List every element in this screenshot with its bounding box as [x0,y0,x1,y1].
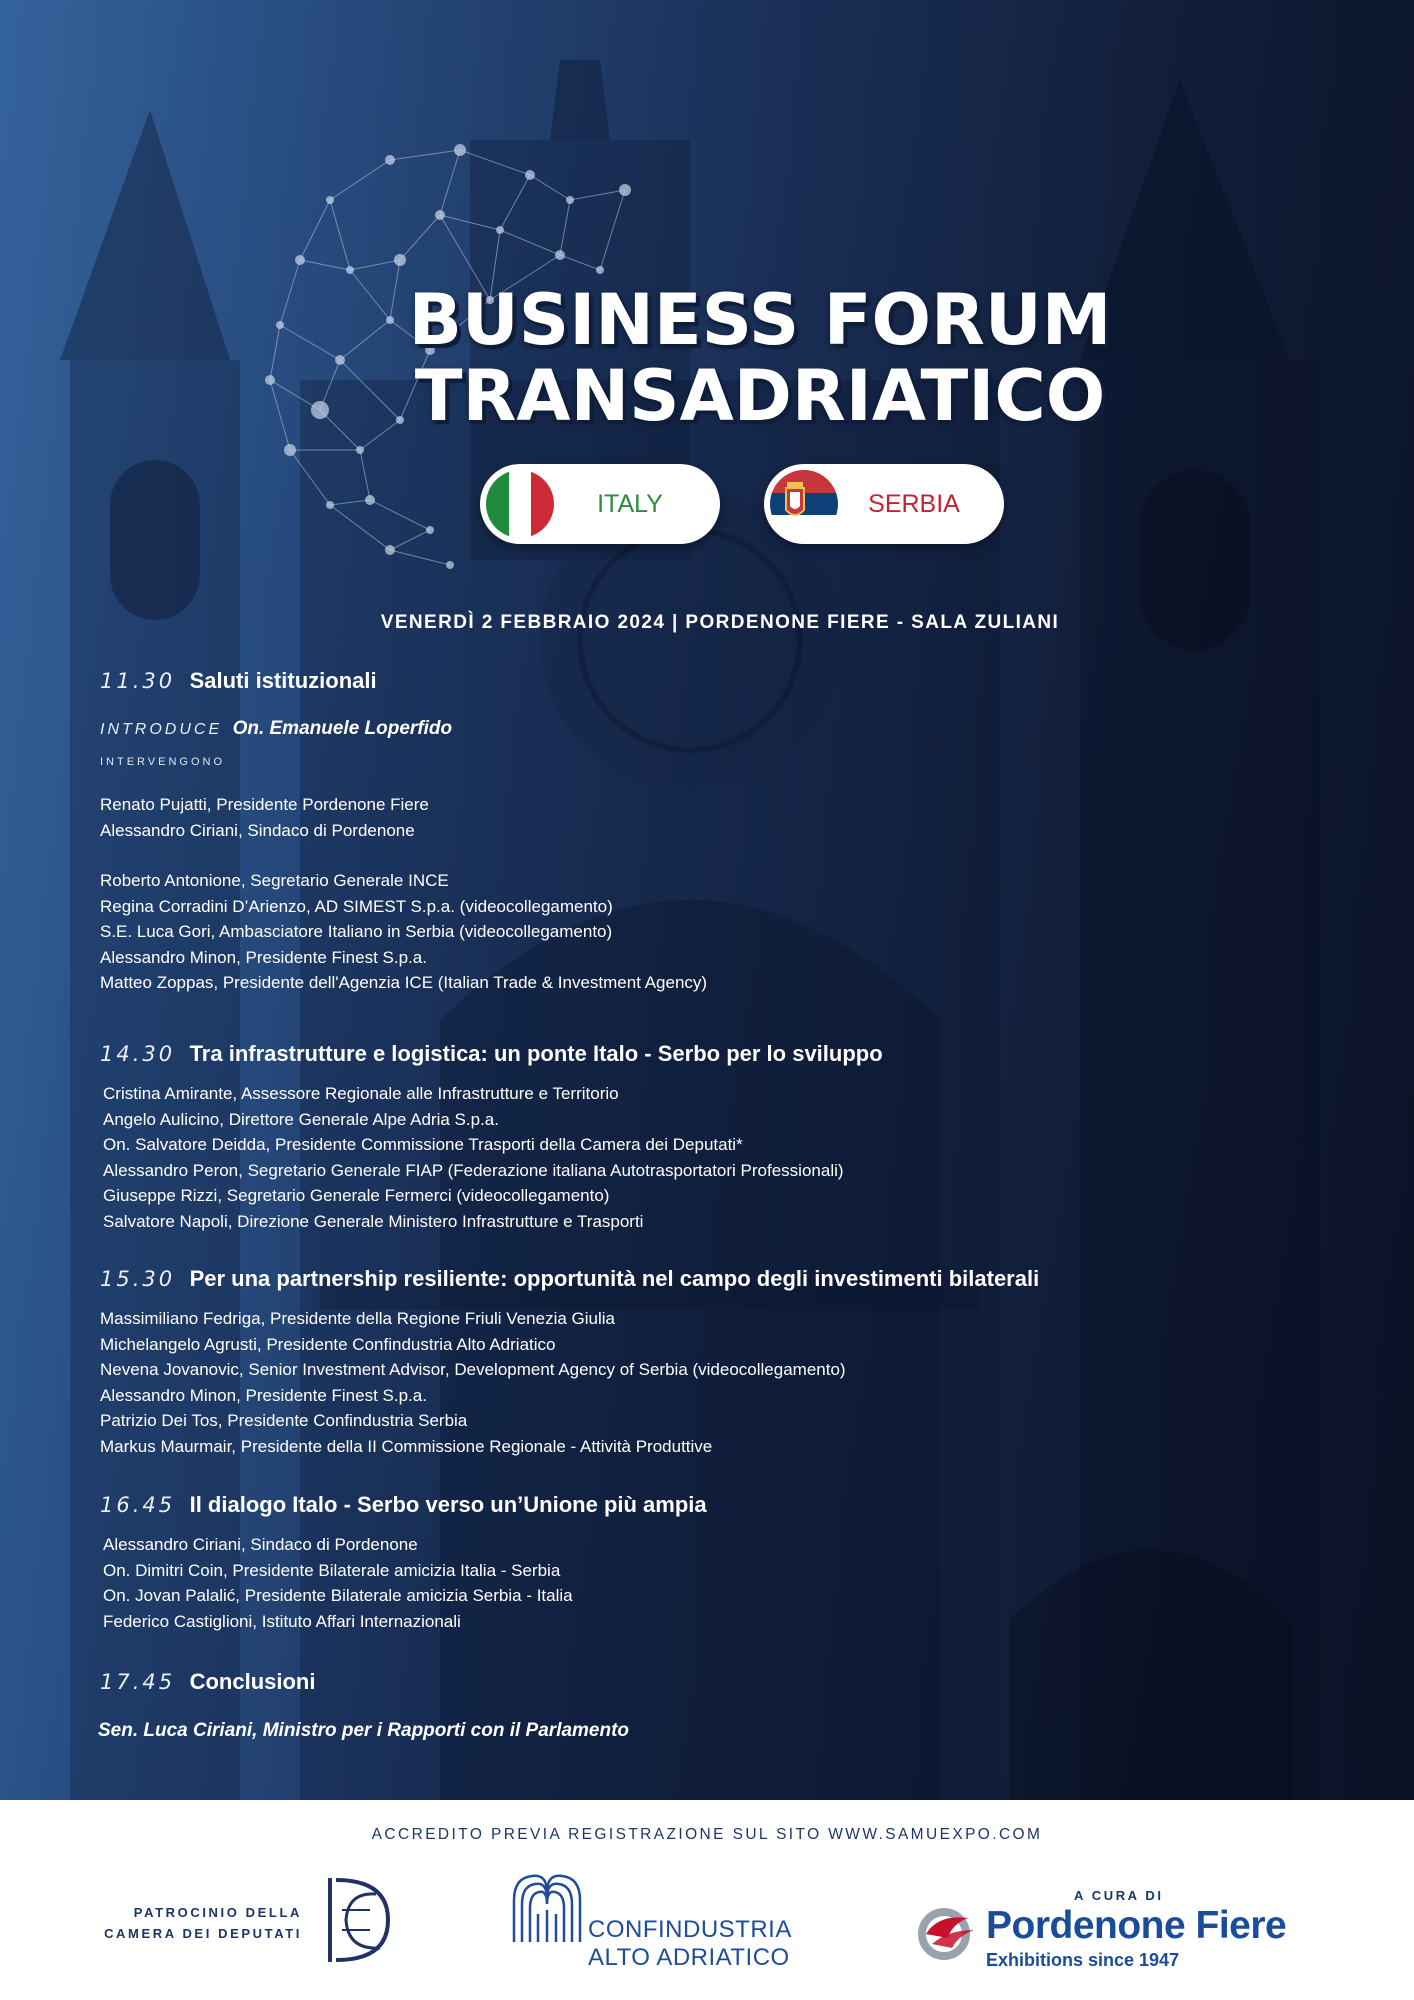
speaker-list [103,1532,707,1634]
patrocinio-text [80,1902,302,1944]
session-1745 [100,1669,315,1695]
session-1645 [100,1492,707,1634]
footer [0,1800,1414,2000]
speaker: Angelo Aulicino, Direttore Generale Alpe Adria S.p.a. [103,1109,499,1129]
title-line-2: TRANSADRIATICO [414,355,1106,437]
session-time: 14.30 [100,1042,176,1066]
session-title: Per una partnership resiliente: opportunità nel campo degli investimenti bilaterali [189,1266,1040,1291]
session-1430 [100,1041,883,1234]
introduce-label: INTRODUCE [100,721,223,738]
session-title: Saluti istituzionali [189,668,377,693]
confindustria-logo-icon [508,1870,586,1946]
speaker: Nevena Jovanovic, Senior Investment Advisor, Development Agency of Serbia (videocollegamento) [100,1360,846,1379]
speaker: Matteo Zoppas, Presidente dell'Agenzia ICE (Italian Trade & Investment Agency) [100,973,708,992]
speaker: Giuseppe Rizzi, Segretario Generale Fermerci (videocollegamento) [103,1186,610,1205]
speaker: Massimiliano Fedriga, Presidente della Regione Friuli Venezia Giulia [100,1309,615,1328]
session-header [100,1266,1039,1292]
speaker: Michelangelo Agrusti, Presidente Confindustria Alto Adriatico [100,1334,556,1354]
speaker-list [100,792,707,996]
camera-deputati-logo-icon [318,1870,398,1970]
country-pill-italy [480,464,720,544]
speaker-list [103,1081,883,1234]
speaker: Alessandro Peron, Segretario Generale FIAP (Federazione italiana Autotrasportatori Professionali) [103,1160,844,1180]
introduce-line [100,718,707,740]
session-header [100,1041,883,1067]
session-1530 [100,1266,1039,1459]
speaker: Markus Maurmair, Presidente della II Commissione Regionale - Attività Produttive [100,1436,713,1456]
intervengono-label: INTERVENGONO [100,756,226,768]
session-1130 [100,668,707,996]
speaker: Alessandro Ciriani, Sindaco di Pordenone [103,1535,418,1554]
pordenone-fiere-logo-icon [918,1908,980,1960]
session-title: Conclusioni [189,1669,316,1694]
closing-speaker: Sen. Luca Ciriani, Ministro per i Rapporti con il Parlamento [98,1720,630,1741]
pordenone-fiere-name: Pordenone Fiere [986,1904,1287,1947]
introducer-name: On. Emanuele Loperfido [232,718,453,739]
country-label-italy: ITALY [597,490,663,518]
speaker: On. Salvatore Deidda, Presidente Commissione Trasporti della Camera dei Deputati* [103,1135,743,1154]
session-title: Il dialogo Italo - Serbo verso un’Unione più ampia [189,1492,707,1517]
registration-note: ACCREDITO PREVIA REGISTRAZIONE SUL SITO WWW.SAMUEXPO.COM [371,1826,1043,1843]
event-title [380,279,1140,437]
country-pill-serbia [764,464,1004,544]
pordenone-fiere-tagline: Exhibitions since 1947 [986,1950,1180,1970]
speaker: S.E. Luca Gori, Ambasciatore Italiano in Serbia (videocollegamento) [100,922,613,941]
session-time: 16.45 [100,1493,176,1517]
country-label-serbia: SERBIA [868,490,960,518]
confindustria-line-2: ALTO ADRIATICO [588,1944,790,1971]
title-line-1: BUSINESS FORUM [408,279,1112,361]
session-header [100,668,707,694]
speaker: Roberto Antonione, Segretario Generale INCE [100,871,449,890]
speaker: Federico Castiglioni, Istituto Affari Internazionali [103,1611,461,1631]
speaker-list [100,1306,1039,1459]
speaker: Regina Corradini D’Arienzo, AD SIMEST S.p.a. (videocollegamento) [100,896,613,916]
speaker: Cristina Amirante, Assessore Regionale alle Infrastrutture e Territorio [103,1084,619,1103]
speaker: On. Dimitri Coin, Presidente Bilaterale amicizia Italia - Serbia [103,1560,561,1580]
session-time: 15.30 [100,1267,176,1291]
session-title: Tra infrastrutture e logistica: un ponte Italo - Serbo per lo sviluppo [189,1041,883,1066]
event-dateline: VENERDÌ 2 FEBBRAIO 2024 | PORDENONE FIERE - SALA ZULIANI [380,612,1060,633]
session-time: 11.30 [100,669,176,693]
confindustria-line-1: CONFINDUSTRIA [588,1916,792,1943]
session-header [100,1492,707,1518]
session-header [100,1669,315,1695]
speaker: Alessandro Ciriani, Sindaco di Pordenone [100,820,415,840]
session-time: 17.45 [100,1670,176,1694]
speaker: Alessandro Minon, Presidente Finest S.p.a. [100,947,427,967]
speaker: Renato Pujatti, Presidente Pordenone Fiere [100,795,429,814]
patrocinio-line-1: PATROCINIO DELLA [133,1905,302,1920]
a-cura-di-label: A CURA DI [1074,1888,1164,1903]
confindustria-text [588,1916,792,1972]
speaker: On. Jovan Palalić, Presidente Bilaterale amicizia Serbia - Italia [103,1586,573,1605]
speaker: Patrizio Dei Tos, Presidente Confindustria Serbia [100,1411,468,1430]
speaker: Salvatore Napoli, Direzione Generale Ministero Infrastrutture e Trasporti [103,1211,644,1231]
speaker: Alessandro Minon, Presidente Finest S.p.a. [100,1385,427,1405]
patrocinio-line-2: CAMERA DEI DEPUTATI [104,1926,302,1941]
